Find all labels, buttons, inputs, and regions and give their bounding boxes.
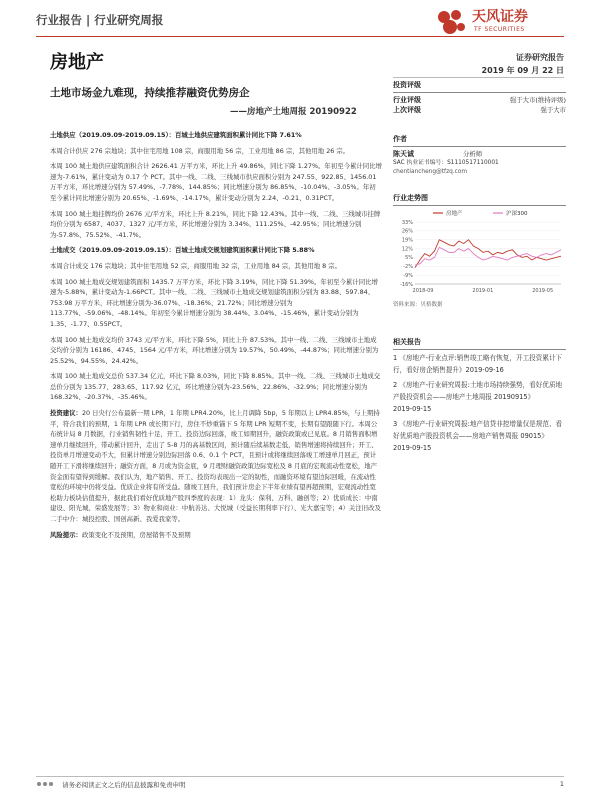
brand-logo bbox=[434, 6, 564, 38]
rating-title: 投资评级 bbox=[393, 81, 421, 89]
analyst-panel bbox=[393, 134, 566, 177]
section-deal bbox=[50, 245, 382, 403]
paragraph: 政策变化不及预期，房屋销售不及预期 bbox=[81, 530, 191, 539]
related-report-item[interactable] bbox=[393, 379, 566, 415]
paragraph: 本周 100 城土地供应建筑面积合计 2626.41 万平方米，环比上升 49.86%，同比下降 1.27%。年初至今累计同比增速为-7.61%，累计变动为 0.17 个 PCT。其中一线、二线、三线城市供应面积分别为 247.55、922.85、1456.01 万平方米，环比增速分别为 57.49%、-7.78%、144.85%；同比增速分别为 86.85%、-10.04%、-3.05%。年初至今累计同比增速分别为 20.65%、-1.69%、-14.17%，累计变动分别为 2.24、-0.21、0.31PCT。 bbox=[50, 162, 382, 202]
rating-divider bbox=[393, 92, 566, 93]
paragraph: 本周 100 城土地成交均价 3743 元/平方米，环比下降 5%，同比上升 87.53%。其中一线、二线、三线城市土地成交均价分别为 16186、4745、1564 元/平方米，环比增速分别为 19.57%、50.49%、-44.87%；同比增速分别为 25.52%、94.55%、24.42%。 bbox=[50, 335, 379, 365]
rating-label: 上次评级 bbox=[393, 106, 421, 114]
related-report-text: 3 《房地产-行业研究周报:地产信贷非控增量仅是规范、看好优质地产股投资机会——房地产销售周报 09015》 bbox=[393, 420, 563, 440]
trend-divider bbox=[393, 205, 566, 206]
legend-label: 沪深300 bbox=[506, 211, 528, 217]
x-tick-label: 2018-09 bbox=[412, 288, 434, 294]
related-report-text: 1 《房地产-行业点评:销售竣工略有恢复，开工投资累计下行，看好房企销售提升》2019-09-16 bbox=[393, 354, 563, 374]
y-tick-label: 19% bbox=[401, 237, 413, 244]
header-divider bbox=[36, 36, 564, 37]
related-report-item[interactable] bbox=[393, 418, 566, 454]
main-body bbox=[50, 130, 382, 545]
brand-name-en: TF SECURITIES bbox=[474, 26, 525, 33]
y-tick-label: 5% bbox=[405, 255, 413, 262]
related-divider bbox=[393, 349, 566, 350]
chart-source: 资料来源：贝格数据 bbox=[393, 302, 443, 308]
analyst-row bbox=[393, 149, 566, 159]
section-title: 风险提示： bbox=[50, 530, 82, 539]
section-risk bbox=[50, 530, 382, 541]
related-panel bbox=[393, 337, 566, 457]
section-title: 投资建议： bbox=[50, 409, 82, 418]
analyst-email[interactable]: chentiancheng@tfzq.com bbox=[393, 169, 468, 175]
report-subline: ——房地产土地周报 20190922 bbox=[230, 107, 357, 117]
section-title: 土地成交（2019.09.09-2019.09.15）：百城土地成交规划建筑面积累计同比下降 5.88% bbox=[50, 246, 315, 255]
related-report-text: 2 《房地产-行业研究周报:土地市场持续强势，看好优质地产股投资机会——房地产土地周报 20190915》 bbox=[393, 381, 563, 401]
footer-disclaimer bbox=[36, 780, 186, 790]
analyst-role: 分析师 bbox=[463, 150, 483, 158]
related-report-date: 2019-09-15 bbox=[393, 444, 432, 452]
x-tick-label: 2019-05 bbox=[532, 288, 554, 294]
related-title: 相关报告 bbox=[393, 338, 421, 346]
report-headline: 土地市场金九难现，持续推荐融资优势房企 bbox=[50, 87, 250, 99]
series-line bbox=[415, 240, 561, 268]
legend-label: 房地产 bbox=[446, 211, 463, 217]
section-title: 土地供应（2019.09.09-2019.09.15）：百城土地供应建筑面积累计同比下降 7.61% bbox=[50, 131, 302, 139]
brand-logo-icon bbox=[434, 7, 468, 37]
paragraph: 本周 100 城土地成交规划建筑面积 1435.7 万平方米，环比下降 3.19%，同比下降 51.39%。年初至今累计同比增速为-5.88%，累计变动为-1.66PCT。其中一线、二线、三线城市土地成交规划建筑面积分别为 83.88、597.84、753.98 万平方米，环比增速分别为-36.07%、-18.36%、21.72%；同比增速分别为 113.77%、-59.06%、-48.14%。年初至今累计增速分别为 38.44%、3.04%、-15.46%，累计变动分别为 1.35、-1.77、0.55PCT。 bbox=[50, 277, 378, 328]
paragraph: 20 日央行公布最新一期 LPR，1 年期 LPR4.20%，比上月调降 5bp，5 年期以上 LPR4.85%，与上期持平，符合我们的预期，1 年期 LPR 或长期下行，房住不炒重锚下 5 年期 LPR 短期不变，长期有望跟随下行。本周公布统计局 8 月数据，行业销售韧性十足，开工、投资边际回落，竣工如期回升，融资政策或已见底。8 月销售面积增速单月继续回升，带动累计回升，走出了 5-8 月的高基数区间，预计随后续基数走低，销售增速将持续回升；开工、投资单月增速变动不大，但累计增速分别边际回落 0.6、0.1 个 PCT，且预计或将继续回落竣工增速单月回正，预计随开工下滑将继续回升；融资方面，8 月或为资金底，9 月理财融资政策边际宽松及 8 月底的宏观流动性宽松，地产资金面有望得到缓解。我们认为，地产销售、开工、投资均表现出一定的韧性，而融资环境有望边际回暖，在流动性宽松的环境中仍将受益。优质企业将有所受益。随竣工回升，我们预计房企下半年业绩有望再超预期，宏观流动性宽松助力板块估值提升，据此我们看好优质地产股四季度的表现：1）龙头：保利、万科、融创等；2）优质成长：中南建设、阳光城、荣盛发展等；3）物业和商业：中航善达、大悦城（受益长期利率下行）、光大嘉宝等；4）关注旧改及二手中介：城投控股、国创高新、我爱我家等。 bbox=[50, 409, 381, 523]
x-tick-label: 2019-01 bbox=[472, 288, 494, 294]
report-date: 2019 年 09 月 22 日 bbox=[481, 66, 564, 75]
brand-name-cn: 天风证券 bbox=[472, 9, 528, 25]
report-type: 证券研究报告 bbox=[516, 53, 564, 62]
analyst-divider bbox=[393, 146, 566, 147]
disclaimer-text: 请务必阅读正文之后的信息披露和免责申明 bbox=[62, 781, 186, 789]
y-tick-label: 33% bbox=[401, 219, 413, 226]
y-tick-label: 12% bbox=[401, 246, 413, 253]
report-category: 行业报告 | 行业研究周报 bbox=[36, 13, 164, 27]
trend-chart bbox=[393, 208, 566, 298]
footer-dots-icon bbox=[36, 780, 56, 790]
y-tick-label: -16% bbox=[400, 281, 413, 288]
paragraph: 本周 100 城土地挂牌均价 2676 元/平方米，环比上升 8.21%，同比下降 12.43%。其中一线、二线、三线城市挂牌均价分别为 6587、4037、1327 元/平方米，环比增速分别为 3.34%、111.25%、-42.95%；同比增速分别为-57.8%、75.52%、-41.7%。 bbox=[50, 209, 381, 239]
analyst-title: 作者 bbox=[393, 135, 407, 143]
analyst-cert: SAC 执业证书编号：S1110517110001 bbox=[393, 160, 499, 166]
related-report-date: 2019-09-15 bbox=[393, 405, 432, 413]
y-tick-label: -2% bbox=[403, 264, 413, 271]
paragraph: 本周合计供应 276 宗地块；其中住宅用地 108 宗，商服用地 56 宗，工业用地 86 宗，其他用地 26 宗。 bbox=[50, 146, 350, 155]
paragraph: 本周合计成交 176 宗地块；其中住宅用地 52 宗，商服用地 32 宗，工业用地 84 宗，其他用地 8 宗。 bbox=[50, 261, 342, 270]
analyst-name: 陈天诚 bbox=[393, 150, 414, 158]
rating-panel bbox=[393, 80, 566, 115]
related-list bbox=[393, 352, 566, 454]
section-investment bbox=[50, 408, 382, 525]
y-tick-label: 26% bbox=[401, 228, 413, 235]
footer-divider bbox=[36, 776, 564, 777]
related-report-item[interactable] bbox=[393, 352, 566, 376]
y-tick-label: -9% bbox=[403, 272, 413, 279]
date-divider bbox=[393, 77, 564, 78]
section-supply bbox=[50, 130, 382, 240]
series-line bbox=[415, 247, 561, 265]
page-number: 1 bbox=[559, 780, 564, 788]
rating-label: 行业评级 bbox=[393, 96, 421, 104]
paragraph: 本周 100 城土地成交总价 537.34 亿元，环比下降 8.03%，同比下降 8.85%。其中一线、二线、三线城市土地成交总价分别为 135.77、283.65、117.92 亿元，环比增速分别为-23.56%、22.86%、-32.9%；同比增速分别为 168.32%、-20.37%、-35.46%。 bbox=[50, 372, 381, 402]
rating-value: 强于大市 bbox=[540, 106, 566, 114]
rating-value: 强于大市(维持评级) bbox=[509, 96, 566, 104]
sector-title: 房地产 bbox=[50, 52, 104, 73]
rating-row bbox=[393, 95, 566, 105]
trend-title: 行业走势图 bbox=[393, 194, 428, 202]
trend-panel bbox=[393, 193, 566, 308]
rating-row bbox=[393, 105, 566, 115]
